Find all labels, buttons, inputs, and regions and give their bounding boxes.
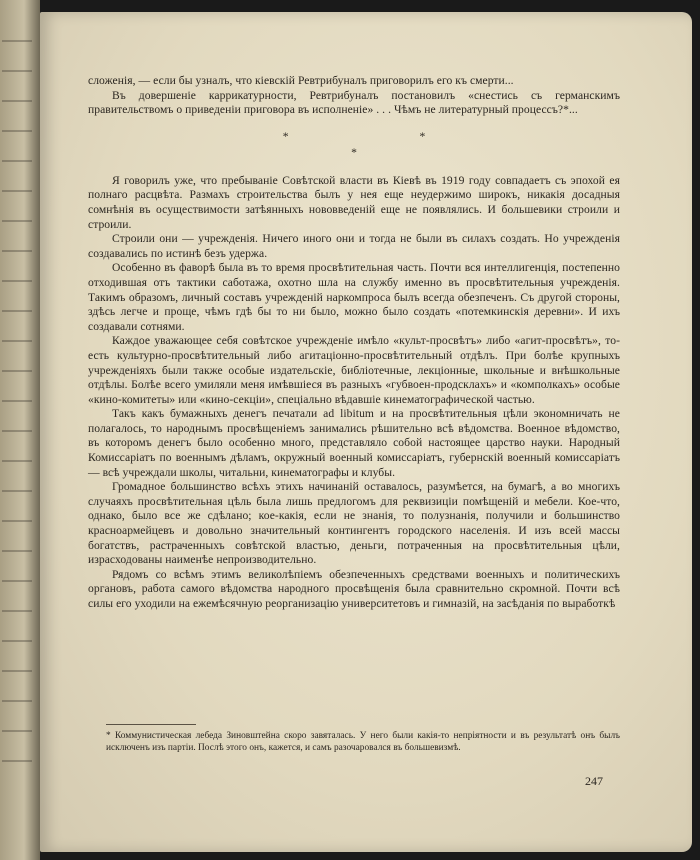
paragraph-3: Я говорилъ уже, что пребываніе Совѣтской власти въ Кіевѣ въ 1919 году совпадаетъ съ эпохой ея полнаго расцвѣта. Размахъ строительства былъ у нея еще неудержимо широкъ, никакія досадныя сомнѣнія въ осуществимости затѣянныхъ нововведеній еще не появлялись. И большевики строили и строили. — [88, 173, 620, 231]
paragraph-9: Рядомъ со всѣмъ этимъ великолѣпіемъ обезпеченныхъ средствами военныхъ и политическихъ органовъ, работа самого вѣдомства народного просвѣщенія была сравнительно скромной. Почти всѣ силы его уходили на ежемѣсячную реорганизацію университетовъ и гимназій, на засѣданія по выработкѣ — [88, 567, 620, 610]
paragraph-6: Каждое уважающее себя совѣтское учрежденіе имѣло «культ-просвѣтъ» либо «агит-просвѣтъ», то-есть культурно-просвѣтительный либо агитаціонно-просвѣтительный отдѣлъ. При болѣе крупныхъ учрежденіяхъ были также особые издательскіе, библіотечные, лекціонные, школьные и внѣшкольные отдѣлы. Болѣе всего умиляли меня имѣвшіеся въ разныхъ «губвоен-продсклахъ» и «комполкахъ» особые «кино-комитеты» или «кино-секціи», спеціально вѣдавшіе кинематографической частью. — [88, 334, 620, 406]
paragraph-2: Въ довершеніе каррикатурности, Ревтрибуналъ постановилъ «снестись съ германскимъ правительствомъ о приведеніи приговора въ исполненіе» . . . Чѣмъ не литературный процессъ?*... — [88, 88, 620, 117]
footnote-divider — [106, 724, 196, 725]
section-break-star: * — [351, 145, 357, 159]
paragraph-7: Такъ какъ бумажныхъ денегъ печатали ad libitum и на просвѣтительныя цѣли экономничать не полагалось, то народнымъ просвѣщеніемъ занимались рѣшительно всѣ вѣдомства. Военное вѣдомство, въ которомъ денегъ было особенно много, представляло собой настоящее царство науки. Народный Комиссаріатъ по военнымъ дѣламъ, окружный военный комиссаріатъ, губернскій военный комиссаріатъ — всѣ учреждали школы, читальни, кинематографы и клубы. — [88, 407, 620, 479]
section-break-stars: * * — [282, 129, 490, 143]
facing-page-edge — [0, 0, 40, 860]
body-text — [88, 74, 620, 612]
book-page — [40, 12, 692, 852]
paragraph-1: сложенія, — если бы узналъ, что кіевскій Ревтрибуналъ приговорилъ его къ смерти... — [88, 74, 514, 87]
paragraph-8: Громадное большинство всѣхъ этихъ начинаній оставалось, разумѣется, на бумагѣ, а во многихъ случаяхъ просвѣтительная цѣль была лишь предлогомъ для реквизиціи помѣщеній и мебели. Кое-что, однако, было все же сдѣлано; кое-какія, если не знанія, то полузнанія, получили и большинство красноармейцевъ и довольно значительный контингентъ городского населенія. И изъ всей массы богатствъ, растраченныхъ совѣтской властью, деньги, потраченныя на просвѣтительныя цѣли, израсходованы наименѣе непроизводительно. — [88, 480, 620, 567]
page-number: 247 — [585, 774, 603, 788]
paragraph-4: Строили они — учрежденія. Ничего иного они и тогда не были въ силахъ создать. Но учрежденія создавались по истинѣ безъ удержа. — [88, 232, 620, 260]
paragraph-5: Особенно въ фаворѣ была въ то время просвѣтительная часть. Почти вся интеллигенція, постепенно отходившая отъ тактики саботажа, охотно шла на службу именно въ просвѣтительныя учрежденія. Такимъ образомъ, личный составъ учрежденій наркомпроса былъ всегда обезпеченъ. Съ другой стороны, здѣсь легче и проще, чѣмъ гдѣ бы то ни было, можно было создать «потемкинскія деревни». И ихъ создавали сотнями. — [88, 261, 620, 333]
footnote: * Коммунистическая лебеда Зиновштейна скоро завяталась. У него были какія-то непріятности и въ результатѣ онъ былъ исключенъ изъ партіи. Послѣ этого онъ, кажется, и самъ разочаровался въ большевизмѣ. — [106, 731, 620, 754]
